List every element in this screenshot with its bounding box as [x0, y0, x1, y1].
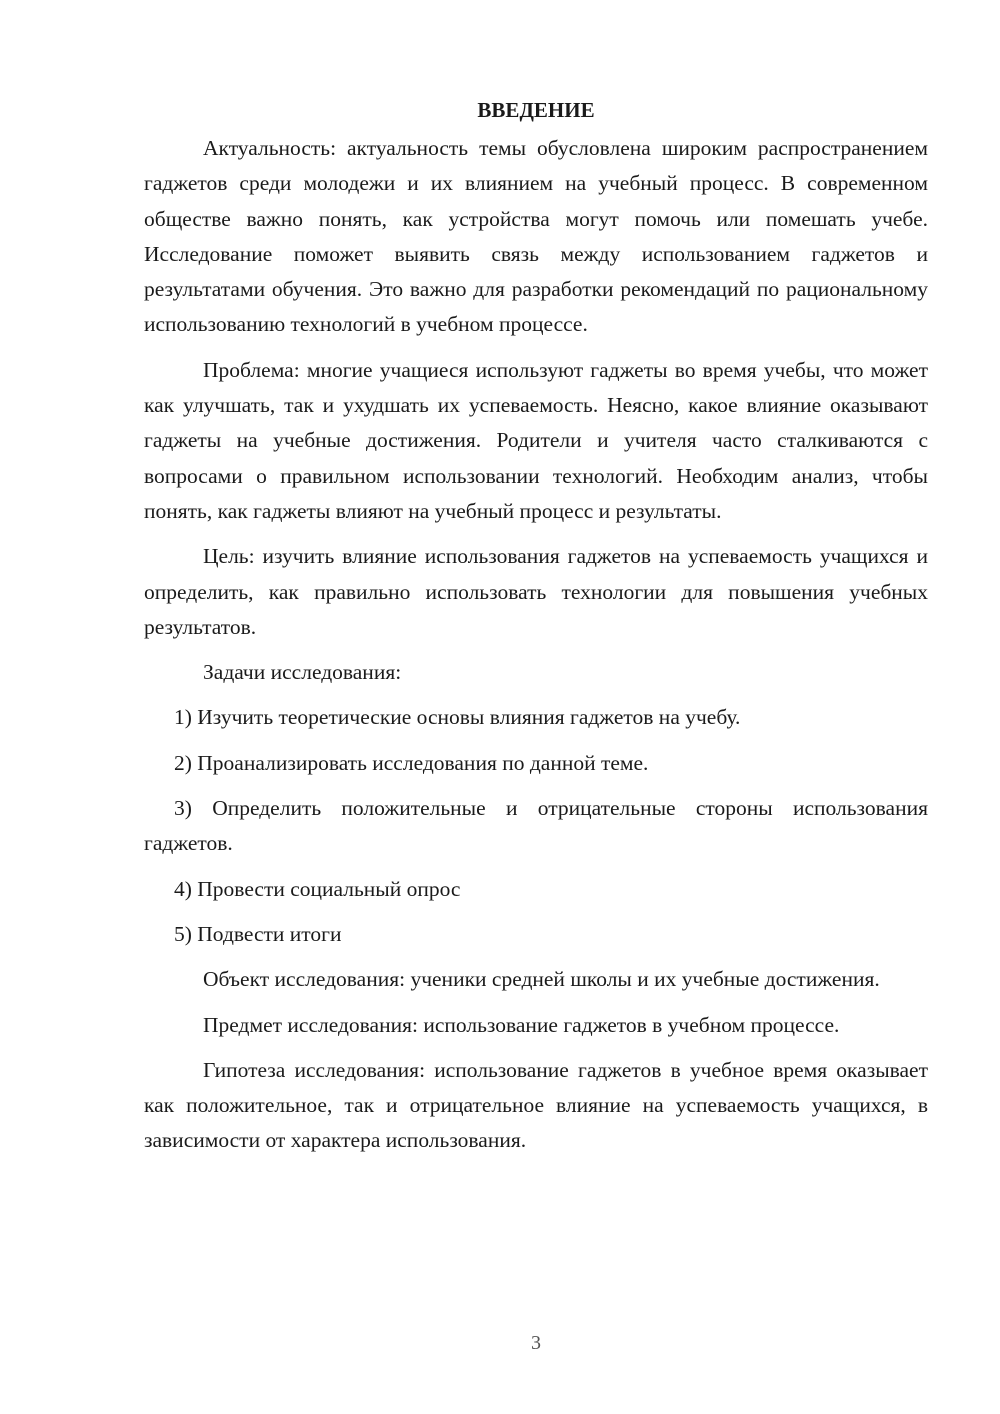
- task-item-2: 2) Проанализировать исследования по данной теме.: [174, 750, 649, 775]
- paragraph-problem: Проблема: многие учащиеся используют гаджеты во время учебы, что может как улучшать, так и ухудшать их успеваемость. Неясно, какое влияние оказывают гаджеты на учебные достижения. Родители и учителя часто сталкиваются с вопросами о правильном использовании технологий. Необходим анализ, чтобы понять, как гаджеты влияют на учебный процесс и результаты.: [144, 357, 928, 523]
- task-item-3: 3) Определить положительные и отрицательные стороны использования гаджетов.: [144, 796, 928, 856]
- paragraph-subject: Предмет исследования: использование гаджетов в учебном процессе.: [203, 1012, 840, 1037]
- task-item-4: 4) Провести социальный опрос: [174, 876, 461, 901]
- paragraph-relevance: Актуальность: актуальность темы обусловлена широким распространением гаджетов среди молодежи и их влиянием на учебный процесс. В современном обществе важно понять, как устройства могут помочь или помешать учебе. Исследование поможет выявить связь между использованием гаджетов и результатами обучения. Это важно для разработки рекомендаций по рациональному использованию технологий в учебном процессе.: [144, 136, 928, 337]
- page-number: 3: [531, 1332, 541, 1354]
- paragraph-goal: Цель: изучить влияние использования гаджетов на успеваемость учащихся и определить, как правильно использовать технологии для повышения учебных результатов.: [144, 544, 928, 639]
- task-item-5: 5) Подвести итоги: [174, 921, 342, 946]
- paragraph-hypothesis: Гипотеза исследования: использование гаджетов в учебное время оказывает как положительное, так и отрицательное влияние на успеваемость учащихся, в зависимости от характера использования.: [144, 1057, 928, 1153]
- task-item-1: 1) Изучить теоретические основы влияния гаджетов на учебу.: [174, 705, 741, 730]
- page-title: ВВЕДЕНИЕ: [477, 98, 595, 122]
- tasks-heading: Задачи исследования:: [203, 660, 402, 685]
- paragraph-object: Объект исследования: ученики средней школы и их учебные достижения.: [203, 967, 880, 992]
- document-page: [144, 92, 928, 1169]
